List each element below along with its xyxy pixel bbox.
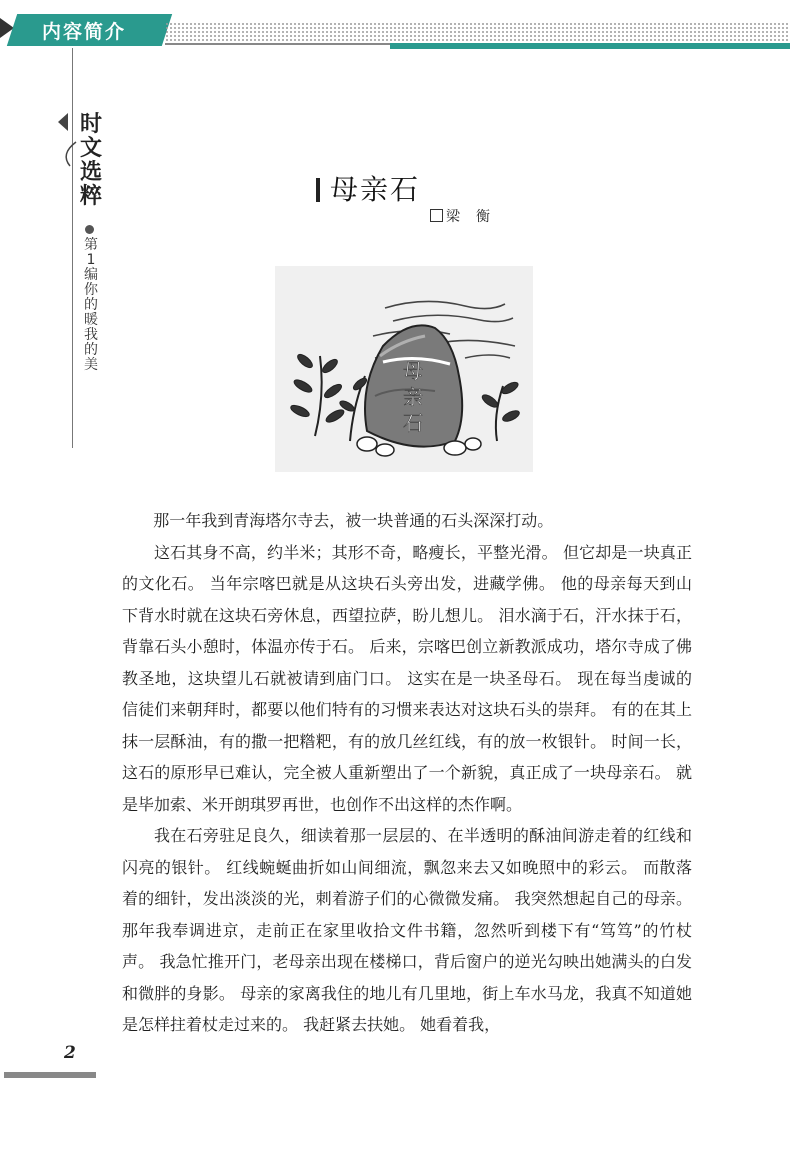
sidebar-unit-char: 编 bbox=[84, 267, 98, 283]
paragraph: 这石其身不高，约半米；其形不奇，略瘦长，平整光滑。 但它却是一块真正的文化石。 当年宗喀巴就是从这块石头旁出发，进藏学佛。 他的母亲每天到山下背水时就在这块石旁休息，西望拉萨，盼儿想儿。 泪水滴于石，汗水抹于石，背靠石头小憩时，体温亦传于石。 后来，宗喀巴创立新教派成功，塔尔寺成了佛教圣地，这块望儿石就被请到庙门口。 这实在是一块圣母石。 现在每当虔诚的信徒们来朝拜时，都要以他们特有的习惯来表达对这块石头的崇拜。 有的在其上抹一层酥油，有的撒一把糌粑，有的放几丝红线，有的放一枚银针。 时间一长，这石的原形早已难认，完全被人重新塑出了一个新貌，真正成了一块母亲石。 就是毕加索、米开朗琪罗再世，也创作不出这样的杰作啊。 bbox=[122, 542, 692, 814]
sidebar-section-char: 粹 bbox=[80, 183, 103, 209]
illustration-caption-char: 母 bbox=[403, 359, 423, 383]
sidebar-section-char: 时 bbox=[80, 111, 103, 137]
header-dot-pattern bbox=[165, 22, 790, 44]
sidebar-section-char: 选 bbox=[80, 159, 103, 185]
article-author bbox=[430, 206, 506, 226]
sidebar-unit-char: 的 bbox=[84, 342, 98, 358]
sidebar-unit-char: 的 bbox=[84, 297, 98, 313]
header-rule bbox=[165, 43, 390, 45]
sidebar-bullet bbox=[85, 225, 94, 234]
article-body bbox=[122, 505, 692, 1041]
article-title: 母亲石 bbox=[330, 173, 421, 206]
sidebar-section-char: 文 bbox=[80, 135, 103, 161]
author-box-icon bbox=[430, 209, 443, 222]
illustration-caption-char: 石 bbox=[403, 411, 423, 435]
header-accent-bar bbox=[390, 43, 790, 49]
sidebar-unit-char: 暖 bbox=[84, 312, 98, 328]
paragraph: 我在石旁驻足良久，细读着那一层层的、在半透明的酥油间游走着的红线和闪亮的银针。 红线蜿蜒曲折如山间细流，飘忽来去又如晚照中的彩云。 而散落着的细针，发出淡淡的光，刺着游子们的心微微发痛。 我突然想起自己的母亲。 那年我奉调进京，走前正在家里收拾文件书籍，忽然听到楼下有“笃笃”的竹杖声。 我急忙推开门，老母亲出现在楼梯口，背后窗户的逆光勾映出她满头的白发和微胖的身影。 母亲的家离我住的地儿有几里地，街上车水马龙，我真不知道她是怎样拄着杖走过来的。 我赶紧去扶她。 她看着我， bbox=[122, 826, 692, 1034]
mother-stone-illustration bbox=[275, 266, 533, 472]
sidebar-unit-title bbox=[83, 238, 99, 373]
illustration-caption-char: 亲 bbox=[403, 385, 423, 409]
paragraph: 那一年我到青海塔尔寺去，被一块普通的石头深深打动。 bbox=[153, 511, 554, 530]
sidebar-section-title bbox=[80, 112, 104, 208]
title-marker bbox=[316, 178, 320, 202]
sidebar-unit-char: 1 bbox=[86, 252, 96, 268]
sidebar-curve-ornament bbox=[56, 140, 80, 170]
sidebar-rule bbox=[72, 48, 73, 448]
footer-bar bbox=[4, 1072, 96, 1078]
illustration bbox=[275, 266, 533, 472]
author-name: 梁衡 bbox=[446, 209, 506, 225]
page-number: 2 bbox=[64, 1043, 76, 1063]
sidebar-unit-char: 你 bbox=[84, 282, 98, 298]
sidebar-unit-char: 第 bbox=[84, 237, 98, 253]
page-header bbox=[0, 0, 790, 52]
sidebar-unit-char: 美 bbox=[84, 357, 98, 373]
header-section-label: 内容简介 bbox=[42, 21, 127, 43]
sidebar-unit-char: 我 bbox=[84, 327, 98, 343]
sidebar-triangle-icon bbox=[58, 113, 68, 131]
